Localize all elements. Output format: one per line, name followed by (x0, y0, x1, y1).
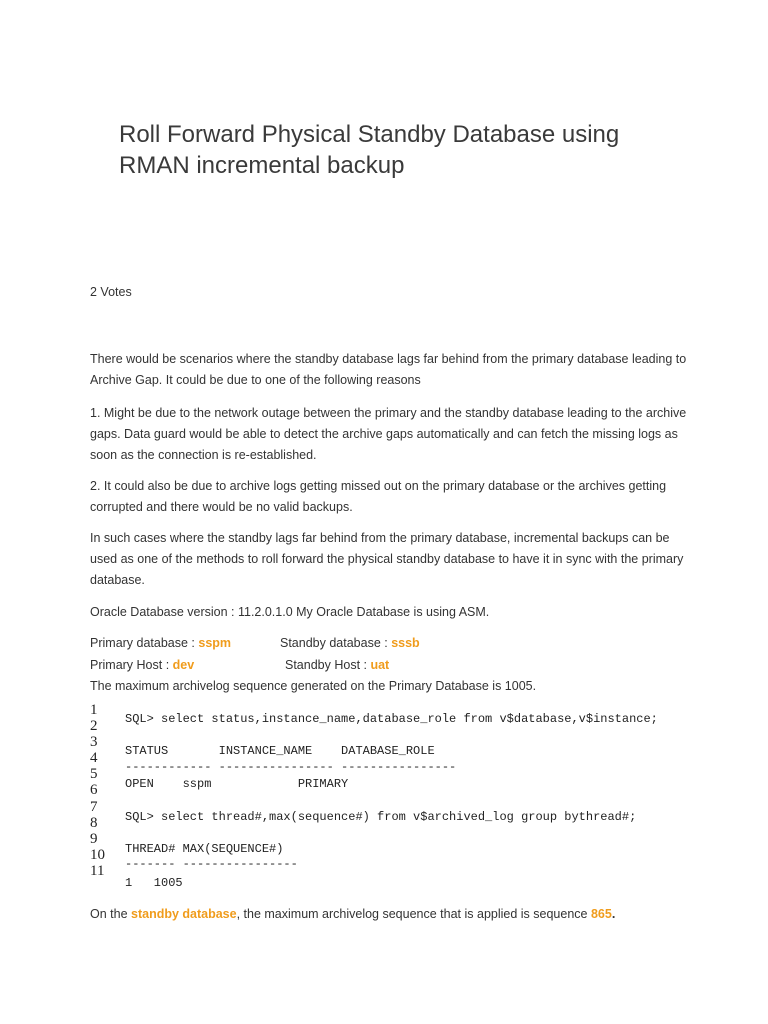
cases-paragraph: In such cases where the standby lags far behind from the primary database, incremental backups can be used as one of the methods to roll forward the physical standby database to have it in sync with the primary database. (90, 531, 684, 587)
reason-1-paragraph: 1. Might be due to the network outage between the primary and the standby database leading to the archive gaps. Data guard would be able to detect the archive gaps automatically and can fetch the missing logs as soon as the connection is re-established. (90, 406, 687, 462)
code-line-numbers (90, 702, 110, 879)
standby-sequence-text (90, 904, 710, 924)
standby-host-label: Standby Host : (285, 658, 371, 672)
line-number: 1 (90, 702, 98, 718)
standby-sequence-number: 865 (590, 907, 612, 921)
code-line: ------------ ---------------- ---------------- (125, 760, 457, 774)
standby-line-middle: , the maximum archivelog sequence that is applied is sequence (236, 907, 591, 921)
code-line: SQL> select thread#,max(sequence#) from v$archived_log group bythread#; (125, 810, 637, 824)
code-line: SQL> select status,instance_name,database_role from v$database,v$instance; (125, 712, 658, 726)
code-line: OPEN sspm PRIMARY (125, 777, 349, 791)
standby-db-value: sssb (391, 636, 420, 650)
standby-db-label: Standby database : (280, 636, 392, 650)
primary-db-label: Primary database : (90, 636, 199, 650)
standby-line-suffix: . (611, 907, 616, 921)
primary-host-label: Primary Host : (90, 658, 173, 672)
line-number: 2 (90, 718, 98, 735)
votes-count: 2 Votes (90, 285, 132, 299)
code-line: 1 1005 (125, 876, 183, 890)
line-number: 4 (90, 750, 98, 767)
line-number: 5 (90, 766, 98, 783)
line-number: 3 (90, 734, 98, 751)
line-number: 8 (90, 814, 98, 831)
standby-db-group (280, 633, 420, 653)
code-line: STATUS INSTANCE_NAME DATABASE_ROLE (125, 744, 435, 758)
database-row (90, 633, 490, 653)
host-row (90, 655, 490, 675)
primary-host-value: dev (172, 658, 195, 672)
primary-db-value: sspm (198, 636, 232, 650)
reason-2-paragraph: 2. It could also be due to archive logs getting missed out on the primary database or the archives getting corrupted and there would be no valid backups. (90, 479, 667, 514)
standby-line-prefix: On the (90, 907, 131, 921)
intro-paragraph: There would be scenarios where the standby database lags far behind from the primary database leading to Archive Gap. It could be due to one of the following reasons (90, 352, 687, 387)
standby-host-group (285, 655, 389, 675)
standby-host-value: uat (370, 658, 390, 672)
code-line: ------- ---------------- (125, 857, 298, 871)
line-number: 6 (90, 782, 98, 799)
line-number: 11 (90, 862, 105, 879)
line-number: 9 (90, 830, 98, 847)
max-sequence-text: The maximum archivelog sequence generated on the Primary Database is 1005. (90, 679, 537, 693)
standby-database-link[interactable]: standby database (131, 907, 237, 921)
code-line: THREAD# MAX(SEQUENCE#) (125, 842, 284, 856)
page-title: Roll Forward Physical Standby Database using RMAN incremental backup (119, 121, 620, 179)
version-paragraph: Oracle Database version : 11.2.0.1.0 My Oracle Database is using ASM. (90, 605, 490, 619)
line-number: 7 (90, 798, 98, 815)
line-number: 10 (90, 846, 105, 863)
